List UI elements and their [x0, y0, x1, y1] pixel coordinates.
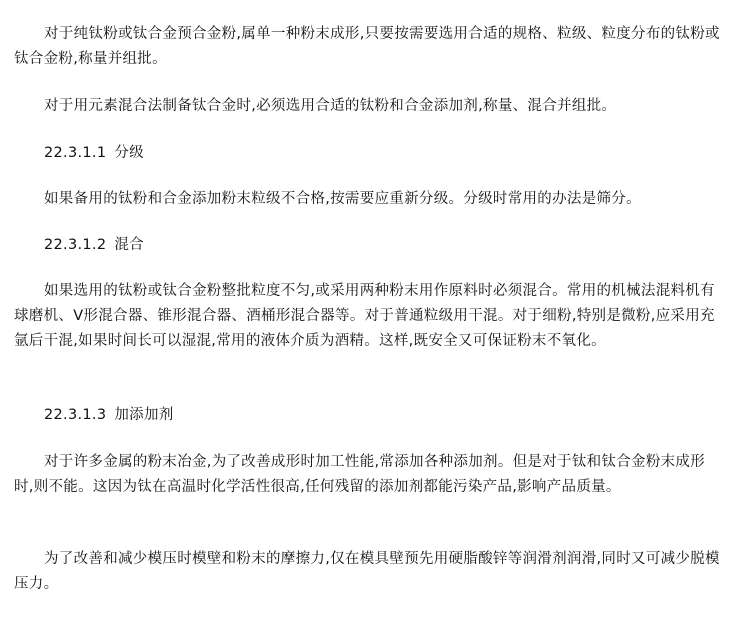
- section-number: 22.3.1.3: [44, 407, 107, 423]
- section-heading-classification: [44, 141, 144, 166]
- section-title: 混合: [114, 237, 144, 253]
- paragraph-mixing: 如果选用的钛粉或钛合金粉整批粒度不匀,或采用两种粉末用作原料时必须混合。常用的机械法混料机有球磨机、V形混合器、锥形混合器、酒桶形混合器等。对于普通粒级用干混。对于细粉,特别是微粉,应采用充氩后干混,如果时间长可以湿混,常用的液体介质为酒精。这样,既安全又可保证粉末不氧化。: [14, 283, 715, 349]
- section-number: 22.3.1.1: [44, 145, 107, 161]
- section-title: 分级: [114, 145, 144, 161]
- section-heading-additives: [44, 403, 174, 428]
- section-heading-mixing: [44, 233, 144, 258]
- section-number: 22.3.1.2: [44, 237, 107, 253]
- section-title: 加添加剂: [114, 407, 174, 423]
- paragraph-element-mixing: 对于用元素混合法制备钛合金时,必须选用合适的钛粉和合金添加剂,称量、混合并组批。: [44, 98, 617, 114]
- paragraph-blended-powder: 对于纯钛粉或钛合金预合金粉,属单一种粉末成形,只要按需要选用合适的规格、粒级、粒度分布的钛粉或钛合金粉,称量并组批。: [14, 26, 720, 67]
- paragraph-classification: 如果备用的钛粉和合金添加粉末粒级不合格,按需要应重新分级。分级时常用的办法是筛分。: [44, 191, 641, 207]
- paragraph-lubrication: 为了改善和减少模压时模壁和粉末的摩擦力,仅在模具壁预先用硬脂酸锌等润滑剂润滑,同时又可减少脱模压力。: [14, 551, 720, 592]
- paragraph-additives: 对于许多金属的粉末冶金,为了改善成形时加工性能,常添加各种添加剂。但是对于钛和钛合金粉末成形时,则不能。这因为钛在高温时化学活性很高,任何残留的添加剂都能污染产品,影响产品质量。: [14, 454, 706, 495]
